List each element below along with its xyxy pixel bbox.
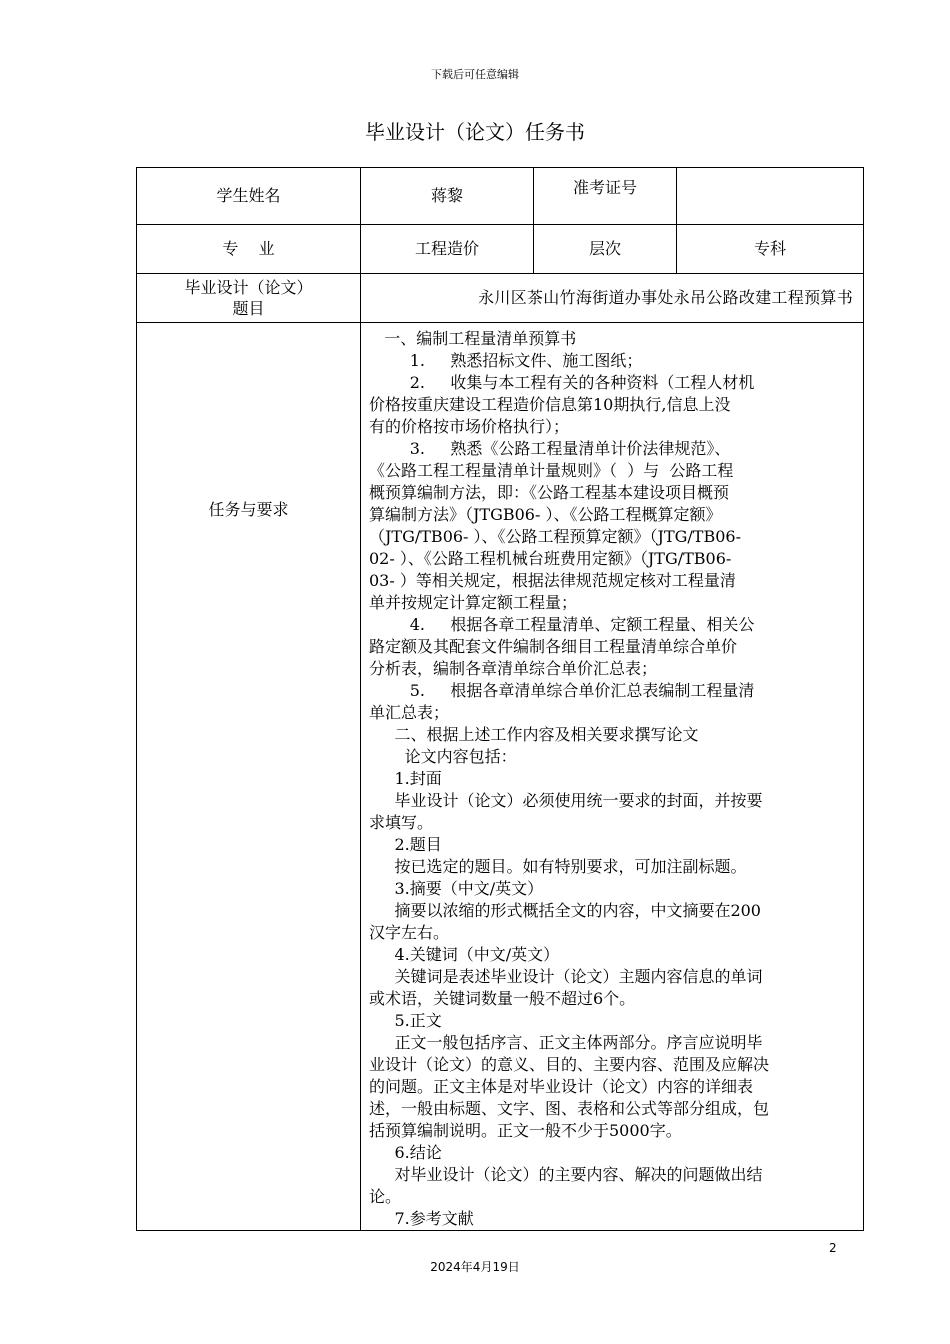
table-row: [137, 225, 864, 274]
major-value: 工程造价: [361, 225, 534, 274]
task-line: 括预算编制说明。正文一般不少于5000字。: [369, 1121, 682, 1140]
task-line: 论。: [369, 1187, 402, 1206]
task-line: 算编制方法》（JTGB06- ）、《公路工程概算定额》: [369, 505, 722, 524]
header-note: 下载后可任意编辑: [431, 68, 519, 81]
task-line: 求填写。: [369, 813, 434, 832]
task-line: 5.正文: [369, 1011, 442, 1030]
task-line: 分析表，编制各章清单综合单价汇总表；: [369, 659, 658, 678]
task-line: 业设计（论文）的意义、目的、主要内容、范围及应解决: [369, 1055, 770, 1074]
topic-label: [137, 274, 361, 323]
task-line: 2. 收集与本工程有关的各种资料（工程人材机: [369, 373, 755, 392]
document-title: 毕业设计（论文）任务书: [365, 120, 585, 144]
task-line: 4. 根据各章工程量清单、定额工程量、相关公: [369, 615, 755, 634]
footer-date: 2024年4月19日: [430, 1260, 520, 1274]
task-line: 6.结论: [369, 1143, 442, 1162]
task-line: 毕业设计（论文）必须使用统一要求的封面，并按要: [369, 791, 763, 810]
task-line: 按已选定的题目。如有特别要求，可加注副标题。: [369, 857, 747, 876]
topic-label-line-2: 题目: [232, 299, 265, 318]
major-label: 专 业: [137, 225, 361, 274]
task-line: 一、编制工程量清单预算书: [369, 329, 577, 348]
page-number: 2: [829, 1241, 837, 1255]
task-line: 或术语，关键词数量一般不超过6个。: [369, 989, 636, 1008]
task-line: 单汇总表；: [369, 703, 450, 722]
task-line: 3. 熟悉《公路工程量清单计价法律规范》、: [369, 439, 731, 458]
student-name-value: 蒋黎: [361, 168, 534, 225]
task-form-table: [136, 167, 864, 1231]
task-line: 关键词是表述毕业设计（论文）主题内容信息的单词: [369, 967, 763, 986]
task-line: 02- ）、《公路工程机械台班费用定额》（JTG/TB06-: [369, 549, 732, 568]
task-requirements-cell: [361, 323, 864, 1231]
exam-id-label: 准考证号: [534, 168, 677, 225]
task-line: 价格按重庆建设工程造价信息第10期执行,信息上没: [369, 395, 731, 414]
task-line: 概预算编制方法，即：《公路工程基本建设项目概预: [369, 483, 730, 502]
exam-id-value: [677, 168, 864, 225]
task-line: 03- ）等相关规定，根据法律规范规定核对工程量清: [369, 571, 736, 590]
level-label: 层次: [534, 225, 677, 274]
table-row: [137, 274, 864, 323]
task-line: 正文一般包括序言、正文主体两部分。序言应说明毕: [369, 1033, 763, 1052]
task-line: 《公路工程工程量清单计量规则》（ ）与 公路工程: [369, 461, 734, 480]
task-line: 对毕业设计（论文）的主要内容、解决的问题做出结: [369, 1165, 763, 1184]
task-line: 1.封面: [369, 769, 442, 788]
task-line: 摘要以浓缩的形式概括全文的内容，中文摘要在200: [369, 901, 761, 920]
table-row: [137, 323, 864, 1231]
task-line: 单并按规定计算定额工程量；: [369, 593, 578, 612]
task-line: 汉字左右。: [369, 923, 450, 942]
table-row: [137, 168, 864, 225]
task-line: 4.关键词（中文/英文）: [369, 945, 560, 964]
task-line: 3.摘要（中文/英文）: [369, 879, 544, 898]
student-name-label: 学生姓名: [137, 168, 361, 225]
task-line: 7.参考文献: [369, 1209, 474, 1228]
task-line: 二、根据上述工作内容及相关要求撰写论文: [369, 725, 699, 744]
task-line: 2.题目: [369, 835, 442, 854]
task-line: 论文内容包括：: [369, 747, 517, 766]
task-line: 1. 熟悉招标文件、施工图纸；: [369, 351, 643, 370]
task-line: 5. 根据各章清单综合单价汇总表编制工程量清: [369, 681, 755, 700]
task-line: 路定额及其配套文件编制各细目工程量清单综合单价: [369, 637, 738, 656]
task-label: 任务与要求: [137, 323, 361, 1231]
task-line: 的问题。正文主体是对毕业设计（论文）内容的详细表: [369, 1077, 754, 1096]
level-value: 专科: [677, 225, 864, 274]
task-line: （JTG/TB06- ）、《公路工程预算定额》（JTG/TB06-: [369, 527, 741, 546]
task-requirements-text: [369, 328, 855, 1230]
topic-value: 永川区茶山竹海街道办事处永吊公路改建工程预算书: [361, 274, 864, 323]
task-line: 有的价格按市场价格执行）；: [369, 417, 570, 436]
topic-label-line-1: 毕业设计（论文）: [184, 278, 313, 297]
task-line: 述，一般由标题、文字、图、表格和公式等部分组成，包: [369, 1099, 770, 1118]
